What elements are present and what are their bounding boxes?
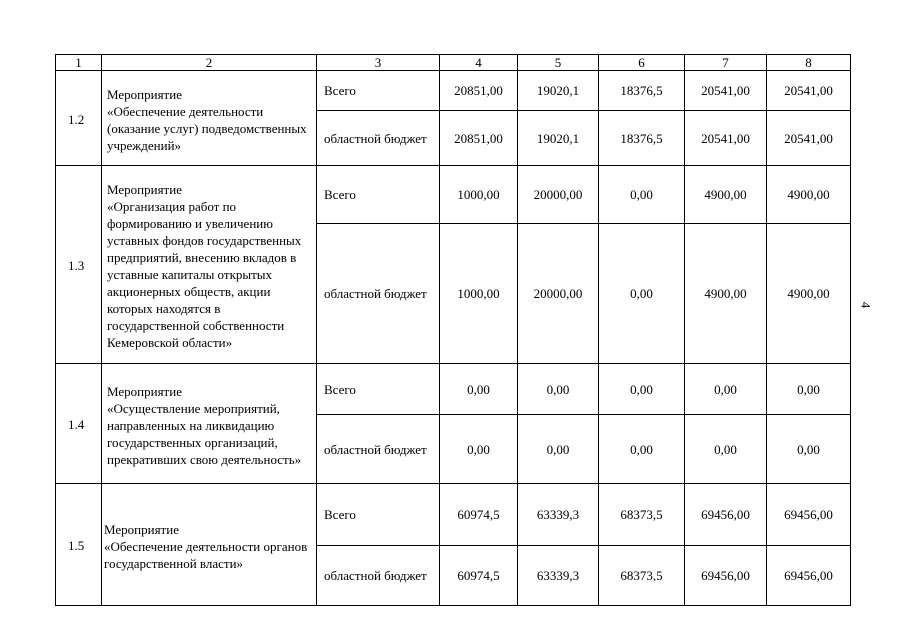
value-cell: 18376,5 <box>599 71 685 111</box>
item-number: 1.2 <box>56 71 102 166</box>
source-label: областной бюджет <box>317 111 440 166</box>
value-cell: 18376,5 <box>599 111 685 166</box>
column-header: 8 <box>767 55 851 71</box>
page-number: 4 <box>858 301 874 309</box>
table-row <box>56 364 851 415</box>
value-cell: 20000,00 <box>518 224 599 364</box>
value-cell: 20000,00 <box>518 166 599 224</box>
column-header: 1 <box>56 55 102 71</box>
value-cell: 0,00 <box>518 415 599 484</box>
column-header: 5 <box>518 55 599 71</box>
value-cell: 0,00 <box>685 415 767 484</box>
value-cell: 1000,00 <box>440 224 518 364</box>
value-cell: 19020,1 <box>518 111 599 166</box>
value-cell: 69456,00 <box>685 546 767 606</box>
header-row <box>56 55 851 71</box>
value-cell: 20541,00 <box>685 111 767 166</box>
value-cell: 0,00 <box>599 166 685 224</box>
column-header: 6 <box>599 55 685 71</box>
column-header: 4 <box>440 55 518 71</box>
item-description: Мероприятие «Осуществление мероприятий, направленных на ликвидацию государственных организаций, прекративших свою деятельность» <box>102 364 317 484</box>
value-cell: 4900,00 <box>685 166 767 224</box>
value-cell: 19020,1 <box>518 71 599 111</box>
value-cell: 60974,5 <box>440 546 518 606</box>
item-number: 1.4 <box>56 364 102 484</box>
value-cell: 0,00 <box>767 415 851 484</box>
column-header: 2 <box>102 55 317 71</box>
value-cell: 20541,00 <box>767 71 851 111</box>
value-cell: 0,00 <box>685 364 767 415</box>
source-label: Всего <box>317 364 440 415</box>
value-cell: 69456,00 <box>685 484 767 546</box>
value-cell: 63339,3 <box>518 484 599 546</box>
table-row <box>56 71 851 111</box>
value-cell: 0,00 <box>440 415 518 484</box>
value-cell: 20541,00 <box>685 71 767 111</box>
item-description: Мероприятие «Обеспечение деятельности органов государственной власти» <box>102 484 317 606</box>
budget-table <box>55 54 851 606</box>
value-cell: 0,00 <box>599 364 685 415</box>
source-label: Всего <box>317 484 440 546</box>
value-cell: 0,00 <box>767 364 851 415</box>
value-cell: 0,00 <box>518 364 599 415</box>
item-number: 1.5 <box>56 484 102 606</box>
source-label: областной бюджет <box>317 546 440 606</box>
item-description: Мероприятие «Организация работ по формированию и увеличению уставных фондов государственных предприятий, внесению вкладов в уставные капиталы открытых акционерных обществ, акции которых находятся в государственной собственности Кемеровской области» <box>102 166 317 364</box>
source-label: Всего <box>317 71 440 111</box>
value-cell: 4900,00 <box>767 224 851 364</box>
value-cell: 20851,00 <box>440 71 518 111</box>
value-cell: 60974,5 <box>440 484 518 546</box>
value-cell: 69456,00 <box>767 484 851 546</box>
table-row <box>56 166 851 224</box>
column-header: 7 <box>685 55 767 71</box>
value-cell: 69456,00 <box>767 546 851 606</box>
column-header: 3 <box>317 55 440 71</box>
source-label: областной бюджет <box>317 224 440 364</box>
value-cell: 0,00 <box>599 415 685 484</box>
value-cell: 20541,00 <box>767 111 851 166</box>
value-cell: 20851,00 <box>440 111 518 166</box>
value-cell: 68373,5 <box>599 484 685 546</box>
value-cell: 68373,5 <box>599 546 685 606</box>
value-cell: 1000,00 <box>440 166 518 224</box>
item-number: 1.3 <box>56 166 102 364</box>
value-cell: 0,00 <box>440 364 518 415</box>
value-cell: 63339,3 <box>518 546 599 606</box>
source-label: Всего <box>317 166 440 224</box>
value-cell: 4900,00 <box>685 224 767 364</box>
source-label: областной бюджет <box>317 415 440 484</box>
table-row <box>56 484 851 546</box>
item-description: Мероприятие «Обеспечение деятельности (оказание услуг) подведомственных учреждений» <box>102 71 317 166</box>
value-cell: 4900,00 <box>767 166 851 224</box>
value-cell: 0,00 <box>599 224 685 364</box>
